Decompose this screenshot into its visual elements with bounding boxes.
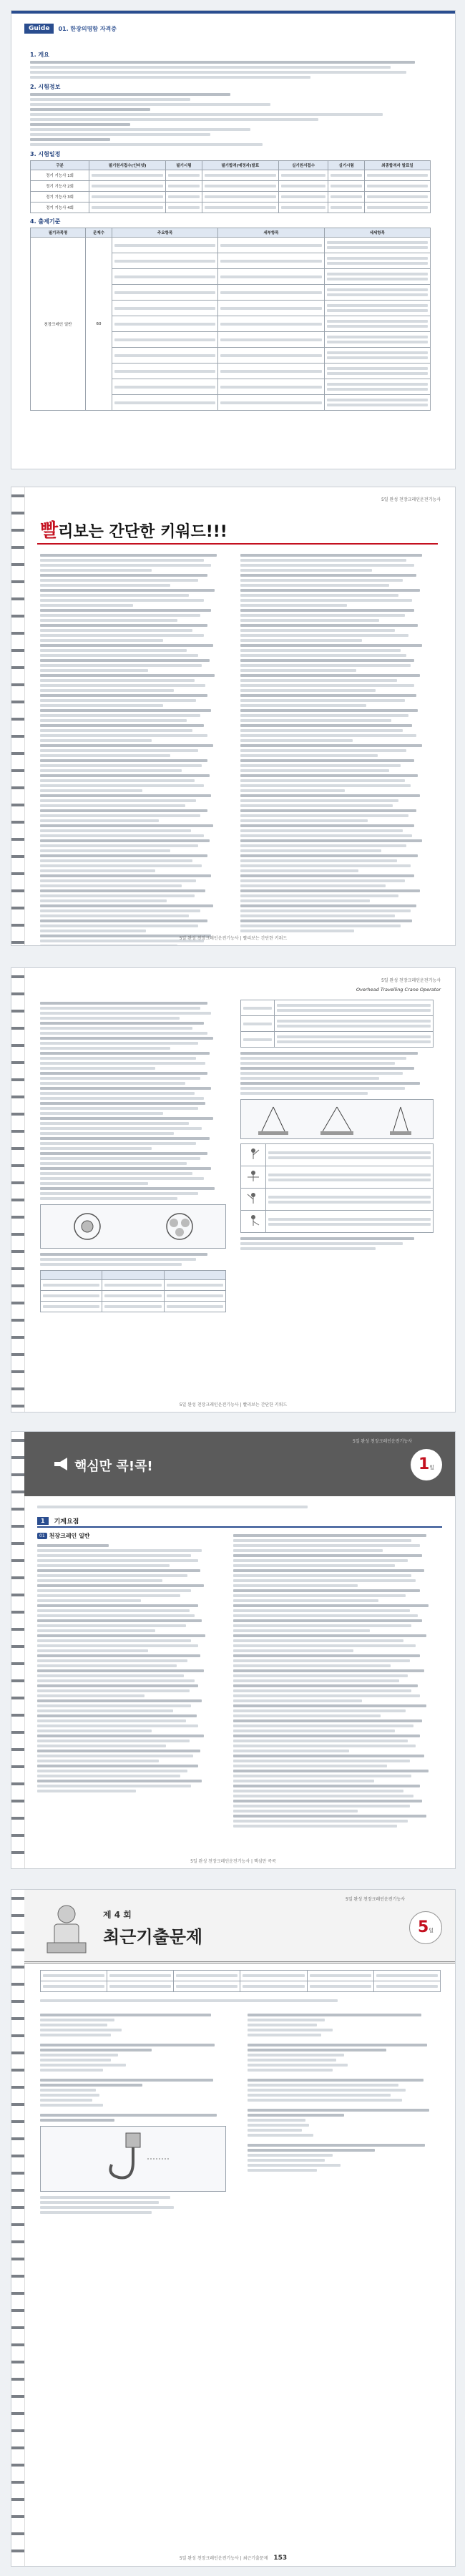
page-number: 153: [273, 2555, 288, 2562]
binder-rings: [11, 968, 25, 1412]
question-column-left: [40, 2011, 226, 2216]
keyword-column-right: [240, 552, 434, 935]
chapter-title: 기계요점: [54, 1518, 79, 1526]
question-column-right: [248, 2011, 441, 2174]
chapter-heading: [37, 1515, 442, 1528]
day-label: 일: [429, 1928, 434, 1933]
wire-rope-icon: [158, 1209, 201, 1244]
question-item: [40, 2014, 226, 2036]
hook-figure: [40, 2126, 226, 2192]
core-title: 핵심만 콕!콕!: [74, 1459, 153, 1474]
schedule-header: 실기시험: [328, 161, 365, 170]
section-title: 천장크레인 일반: [49, 1533, 90, 1539]
hand-signal-icon: [246, 1191, 260, 1206]
day-badge: [409, 1911, 442, 1944]
day-number: 5: [417, 1918, 429, 1936]
keyword-detail-page: [11, 967, 456, 1413]
schedule-title: 3. 시험일정: [30, 151, 61, 157]
question-item: [248, 2014, 441, 2036]
schedule-header: 필기합격(예정자)발표: [202, 161, 278, 170]
keyword-column-left: [40, 552, 226, 946]
exam-round: 제 4 회: [103, 1910, 132, 1920]
detail-table: [240, 1000, 434, 1048]
page-footer: 5일 완성 천장크레인운전기능사 | 핵심만 콕콕: [190, 1859, 276, 1864]
keyword-page: [11, 487, 456, 946]
exam-info-table: [40, 1970, 441, 1992]
question-item: [248, 2044, 441, 2072]
section-number: 01: [37, 1533, 47, 1539]
wire-rope-icon: [66, 1209, 109, 1244]
chapter-banner: [24, 1432, 455, 1496]
section-heading: [37, 1532, 216, 1540]
megaphone-icon: [53, 1456, 69, 1472]
binder-rings: [11, 1890, 25, 2566]
criteria-title: 4. 출제기준: [30, 218, 61, 225]
page-intro: [37, 1503, 424, 1511]
past-exam-page: [11, 1889, 456, 2567]
schedule-table: [30, 160, 431, 213]
sling-icon: [383, 1104, 418, 1136]
hand-signal-icon: [246, 1169, 260, 1184]
exam-title: 최근기출문제: [103, 1927, 203, 1947]
sling-icon: [319, 1104, 355, 1136]
schedule-header: 실기원서접수: [278, 161, 328, 170]
overview-title: 1. 개요: [30, 52, 49, 58]
overview-section: [30, 47, 431, 411]
exam-info-title: 2. 시험정보: [30, 84, 61, 90]
sling-angle-figure: [240, 1099, 434, 1139]
binder-rings: [11, 1432, 25, 1868]
page-footer: 5일 완성 천장크레인운전기능사 | 빨리보는 간단한 키워드: [179, 936, 288, 941]
exam-banner: [24, 1890, 455, 1963]
table-row: 정기 기능사 2회: [31, 181, 431, 192]
core-column-right: [233, 1532, 441, 1830]
guide-top-bar: [11, 11, 455, 14]
page-header-label: 5일 완성 천장크레인운전기능사: [381, 978, 441, 983]
schedule-header: 구분: [31, 161, 89, 170]
day-badge: [411, 1449, 442, 1480]
student-illustration: [41, 1900, 92, 1957]
core-summary-page: [11, 1431, 456, 1869]
table-row: 정기 기능사 3회: [31, 192, 431, 203]
question-item: [248, 2109, 441, 2137]
keyword-title: [40, 516, 227, 542]
question-item: [40, 2114, 226, 2214]
detail-column-left: [40, 1000, 226, 1312]
schedule-header: 최종합격자 발표일: [364, 161, 430, 170]
question-item: [40, 2079, 226, 2107]
guide-title: 01. 한장의명함 자격증: [58, 25, 117, 32]
guide-header: [24, 22, 117, 35]
page-footer: 5일 완성 천장크레인운전기능사 | 빨리보는 간단한 키워드: [179, 1402, 288, 1407]
schedule-header: 필기원서접수(인터넷): [89, 161, 166, 170]
question-item: [248, 2144, 441, 2172]
table-row: 정기 기능사 1회: [31, 170, 431, 181]
criteria-table: 필기과목명 문제수 주요항목 세부항목 세세항목 천장크레인 일반 60: [30, 228, 431, 411]
hand-signal-icon: [246, 1214, 260, 1228]
page-header-label: 5일 완성 천장크레인운전기능사: [381, 497, 441, 502]
core-column-left: [37, 1532, 216, 1795]
page-header-label: 5일 완성 천장크레인운전기능사: [346, 1897, 405, 1902]
day-number: 1: [418, 1455, 430, 1473]
criteria-subject: 천장크레인 일반: [31, 238, 86, 411]
day-label: 일: [429, 1465, 435, 1470]
sling-icon: [255, 1104, 291, 1136]
rope-lay-figure: [40, 1204, 226, 1249]
schedule-header: 필기시험: [166, 161, 202, 170]
signal-table: [240, 1143, 434, 1233]
question-item: [40, 2044, 226, 2072]
detail-table: [40, 1270, 226, 1312]
page-footer: 5일 완성 천장크레인운전기능사 | 최근기출문제 153: [179, 2555, 288, 2562]
crane-hook-icon: [90, 2130, 176, 2187]
binder-rings: [11, 487, 25, 945]
guide-page: [11, 10, 456, 469]
page-subtitle: Overhead Travelling Crane Operator: [356, 987, 441, 992]
keyword-title-lead: 빨: [40, 520, 59, 542]
guide-label: Guide: [24, 24, 54, 34]
chapter-number: 1: [37, 1517, 49, 1525]
detail-column-right: [240, 1000, 434, 1252]
criteria-count: 60: [86, 238, 112, 411]
table-row: 정기 기능사 4회: [31, 203, 431, 213]
question-item: [248, 2079, 441, 2102]
keyword-title-rest: 리보는 간단한 키워드!!!: [58, 523, 227, 541]
page-header-label: 5일 완성 천장크레인운전기능사: [353, 1439, 412, 1444]
hand-signal-icon: [246, 1147, 260, 1161]
